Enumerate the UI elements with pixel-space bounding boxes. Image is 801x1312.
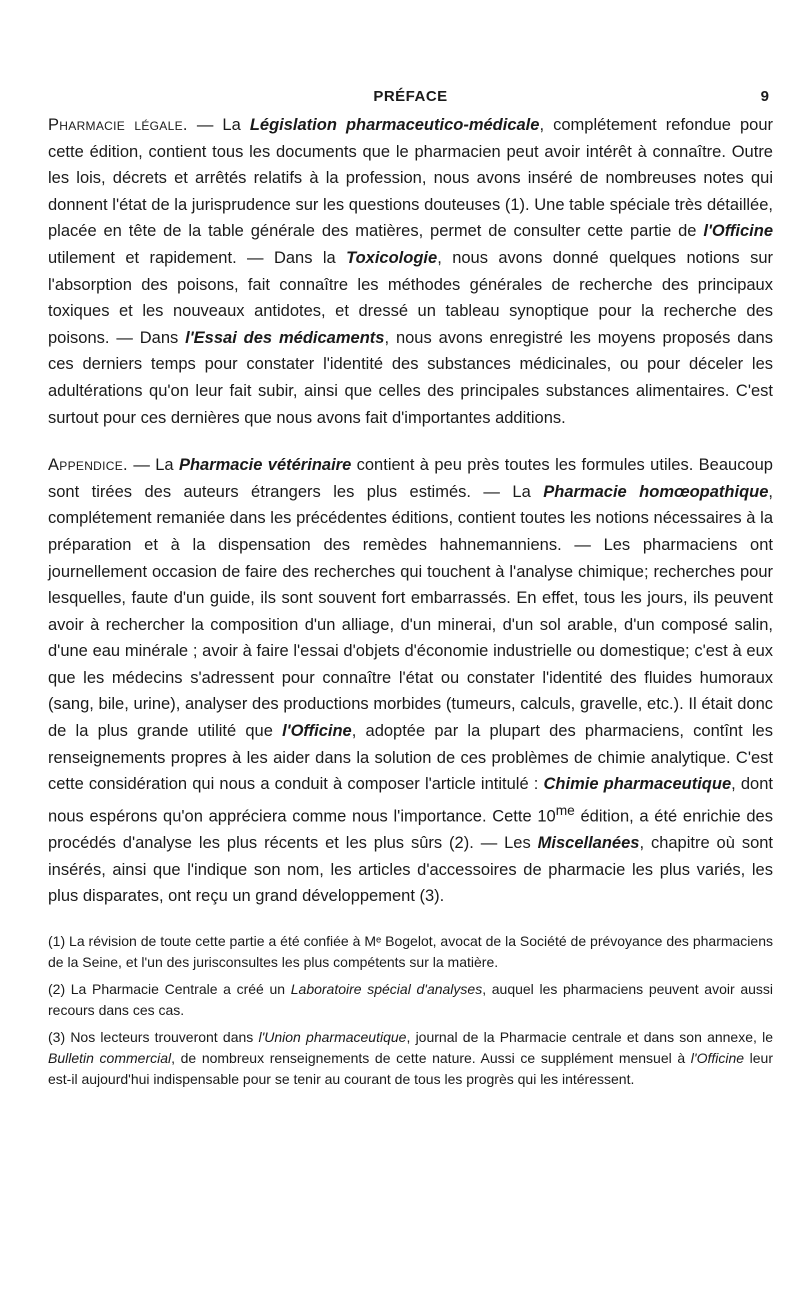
footnote-2: (2) La Pharmacie Centrale a créé un Laboratoire spécial d'analyses, auquel les pharmaciens peuvent avoir aussi recours dans ces cas. [48, 980, 773, 1018]
page-header [48, 88, 773, 112]
footnotes [48, 931, 773, 1090]
running-title: PRÉFACE [373, 88, 448, 105]
section-lead: Appendice. [48, 456, 128, 475]
footnote-3: (3) Nos lecteurs trouveront dans l'Union pharmaceutique, journal de la Pharmacie centrale et dans son annexe, le Bulletin commercial, de nombreux renseignements de cette nature. Aussi ce supplément mensuel à l'Officine leur est-il aujourd'hui indispensable pour se tenir au courant de tous les progrès qui les intéressent. [48, 1028, 774, 1087]
section-lead: Pharmacie légale. [48, 116, 188, 134]
paragraph-pharmacie-legale: Pharmacie légale. — La Législation pharmaceutico-médicale, complétement refondue pour cette édition, contient tous les documents que le pharmacien peut avoir intérêt à connaître. Outre les lois, décrets et arrêtés relatifs à la profession, nous avons inséré de nombreuses notes qui donnent l'état de la jurisprudence sur les questions douteuses (1). Une table spéciale très détaillée, placée en tête de la table générale des matières, permet de consulter cette partie de l'Officine utilement et rapidement. — Dans la Toxicologie, nous avons donné quelques notions sur l'absorption des poisons, fait connaître les méthodes générales de recherche des principaux toxiques et les nouveaux antidotes, et dressé un tableau synoptique pour la recherche des poisons. — Dans l'Essai des médicaments, nous avons enregistré les moyens proposés dans ces derniers temps pour constater l'identité des substances médicinales, ou pour déceler les adultérations qu'on leur fait subir, ainsi que celles des principales substances alimentaires. C'est surtout pour ces dernières que nous avons fait d'importantes additions. [48, 116, 773, 427]
page-number: 9 [760, 88, 769, 105]
paragraph-appendice: Appendice. — La Pharmacie vétérinaire contient à peu près toutes les formules utiles. Beaucoup sont tirées des auteurs étrangers les plus estimés. — La Pharmacie homœopathique, complétement remaniée dans les précédentes éditions, contient toutes les notions nécessaires à la préparation et à la dispensation des remèdes hahnemanniens. — Les pharmaciens ont journellement occasion de faire des recherches qui touchent à l'analyse chimique; recherches pour lesquelles, faute d'un guide, ils sont souvent fort embarrassés. En effet, tous les jours, ils peuvent avoir à rechercher la composition d'un alliage, d'un minerai, d'un sol arable, d'un composé salin, d'une eau minérale ; avoir à faire l'essai d'objets d'économie industrielle ou domestique; c'est à eux que les médecins s'adressent pour connaître l'état ou constater l'identité des fluides humoraux (sang, bile, urine), analyser des productions morbides (tumeurs, calculs, gravelle, etc.). Il était donc de la plus grande utilité que l'Officine, adoptée par la plupart des pharmaciens, contînt les renseignements propres à les aider dans la solution de ces problèmes de chimie analytique. C'est cette considération qui nous a conduit à composer l'article intitulé : Chimie pharmaceutique, dont nous espérons qu'on appréciera comme nous l'importance. Cette $10^{me}$ édition, a été enrichie des procédés d'analyse les plus récents et les plus sûrs (2). — Les Miscellanées, chapitre où sont insérés, ainsi que l'indique son nom, les articles d'accessoires de pharmacie les plus variés, les plus disparates, ont reçu un grand développement (3). [48, 456, 774, 906]
footnote-1: (1) La révision de toute cette partie a été confiée à Mᵉ Bogelot, avocat de la Société de prévoyance des pharmaciens de la Seine, et l'un des jurisconsultes les plus compétents sur la matière. [48, 932, 773, 970]
